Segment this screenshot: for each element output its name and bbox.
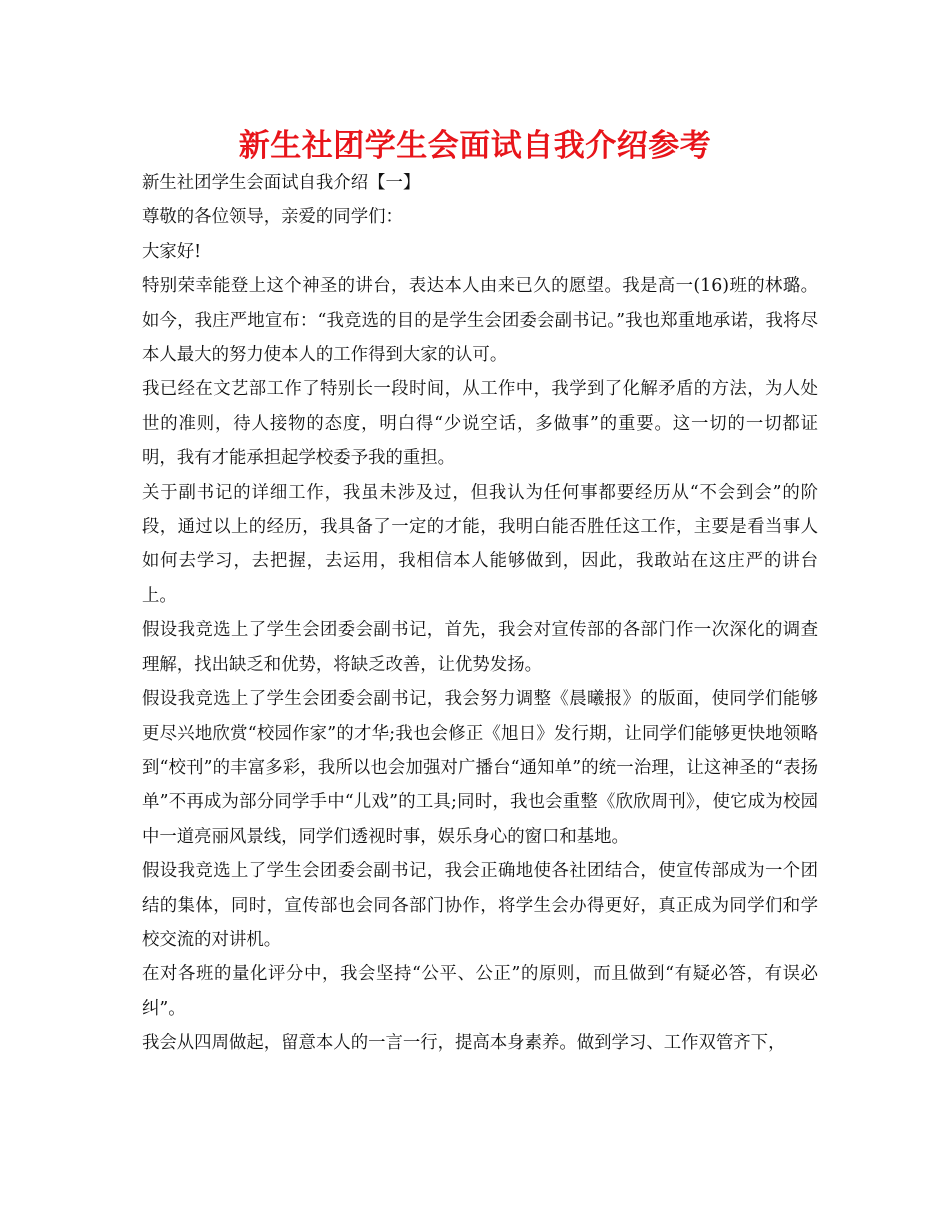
paragraph: 特别荣幸能登上这个神圣的讲台，表达本人由来已久的愿望。我是高一(16)班的林璐。如今，我庄严地宣布：“我竞选的目的是学生会团委会副书记。”我也郑重地承诺，我将尽本人最大的努力使本人的工作得到大家的认可。 xyxy=(142,276,818,366)
greeting: 大家好! xyxy=(142,241,202,262)
paragraph: 我会从四周做起，留意本人的一言一行，提高本身素养。做到学习、工作双管齐下， xyxy=(142,1033,786,1054)
paragraph: 假设我竞选上了学生会团委会副书记，我会正确地使各社团结合，使宣传部成为一个团结的集体，同时，宣传部也会同各部门协作，将学生会办得更好，真正成为同学们和学校交流的对讲机。 xyxy=(142,861,818,950)
paragraph: 假设我竞选上了学生会团委会副书记，首先，我会对宣传部的各部门作一次深化的调查理解，找出缺乏和优势，将缺乏改善，让优势发扬。 xyxy=(142,620,818,675)
paragraph: 在对各班的量化评分中，我会坚持“公平、公正”的原则，而且做到“有疑必答，有误必纠”。 xyxy=(142,964,818,1019)
document-body xyxy=(142,166,818,1061)
section-heading: 新生社团学生会面试自我介绍【一】 xyxy=(142,173,421,193)
paragraph: 关于副书记的详细工作，我虽未涉及过，但我认为任何事都要经历从“不会到会”的阶段，通过以上的经历，我具备了一定的才能，我明白能否胜任这工作，主要是看当事人如何去学习，去把握，去运用，我相信本人能够做到，因此，我敢站在这庄严的讲台上。 xyxy=(142,482,818,606)
document-title: 新生社团学生会面试自我介绍参考 xyxy=(238,128,712,164)
paragraph: 我已经在文艺部工作了特别长一段时间，从工作中，我学到了化解矛盾的方法，为人处世的准则，待人接物的态度，明白得“少说空话，多做事”的重要。这一切的一切都证明，我有才能承担起学校委予我的重担。 xyxy=(142,379,818,469)
salutation: 尊敬的各位领导，亲爱的同学们： xyxy=(142,207,403,228)
paragraph: 假设我竞选上了学生会团委会副书记，我会努力调整《晨曦报》的版面，使同学们能够更尽兴地欣赏“校园作家”的才华;我也会修正《旭日》发行期，让同学们能够更快地领略到“校刊”的丰富多彩，我所以也会加强对广播台“通知单”的统一治理，让这神圣的“表扬单”不再成为部分同学手中“儿戏”的工具;同时，我也会重整《欣欣周刊》，使它成为校园中一道亮丽风景线，同学们透视时事，娱乐身心的窗口和基地。 xyxy=(142,689,818,847)
